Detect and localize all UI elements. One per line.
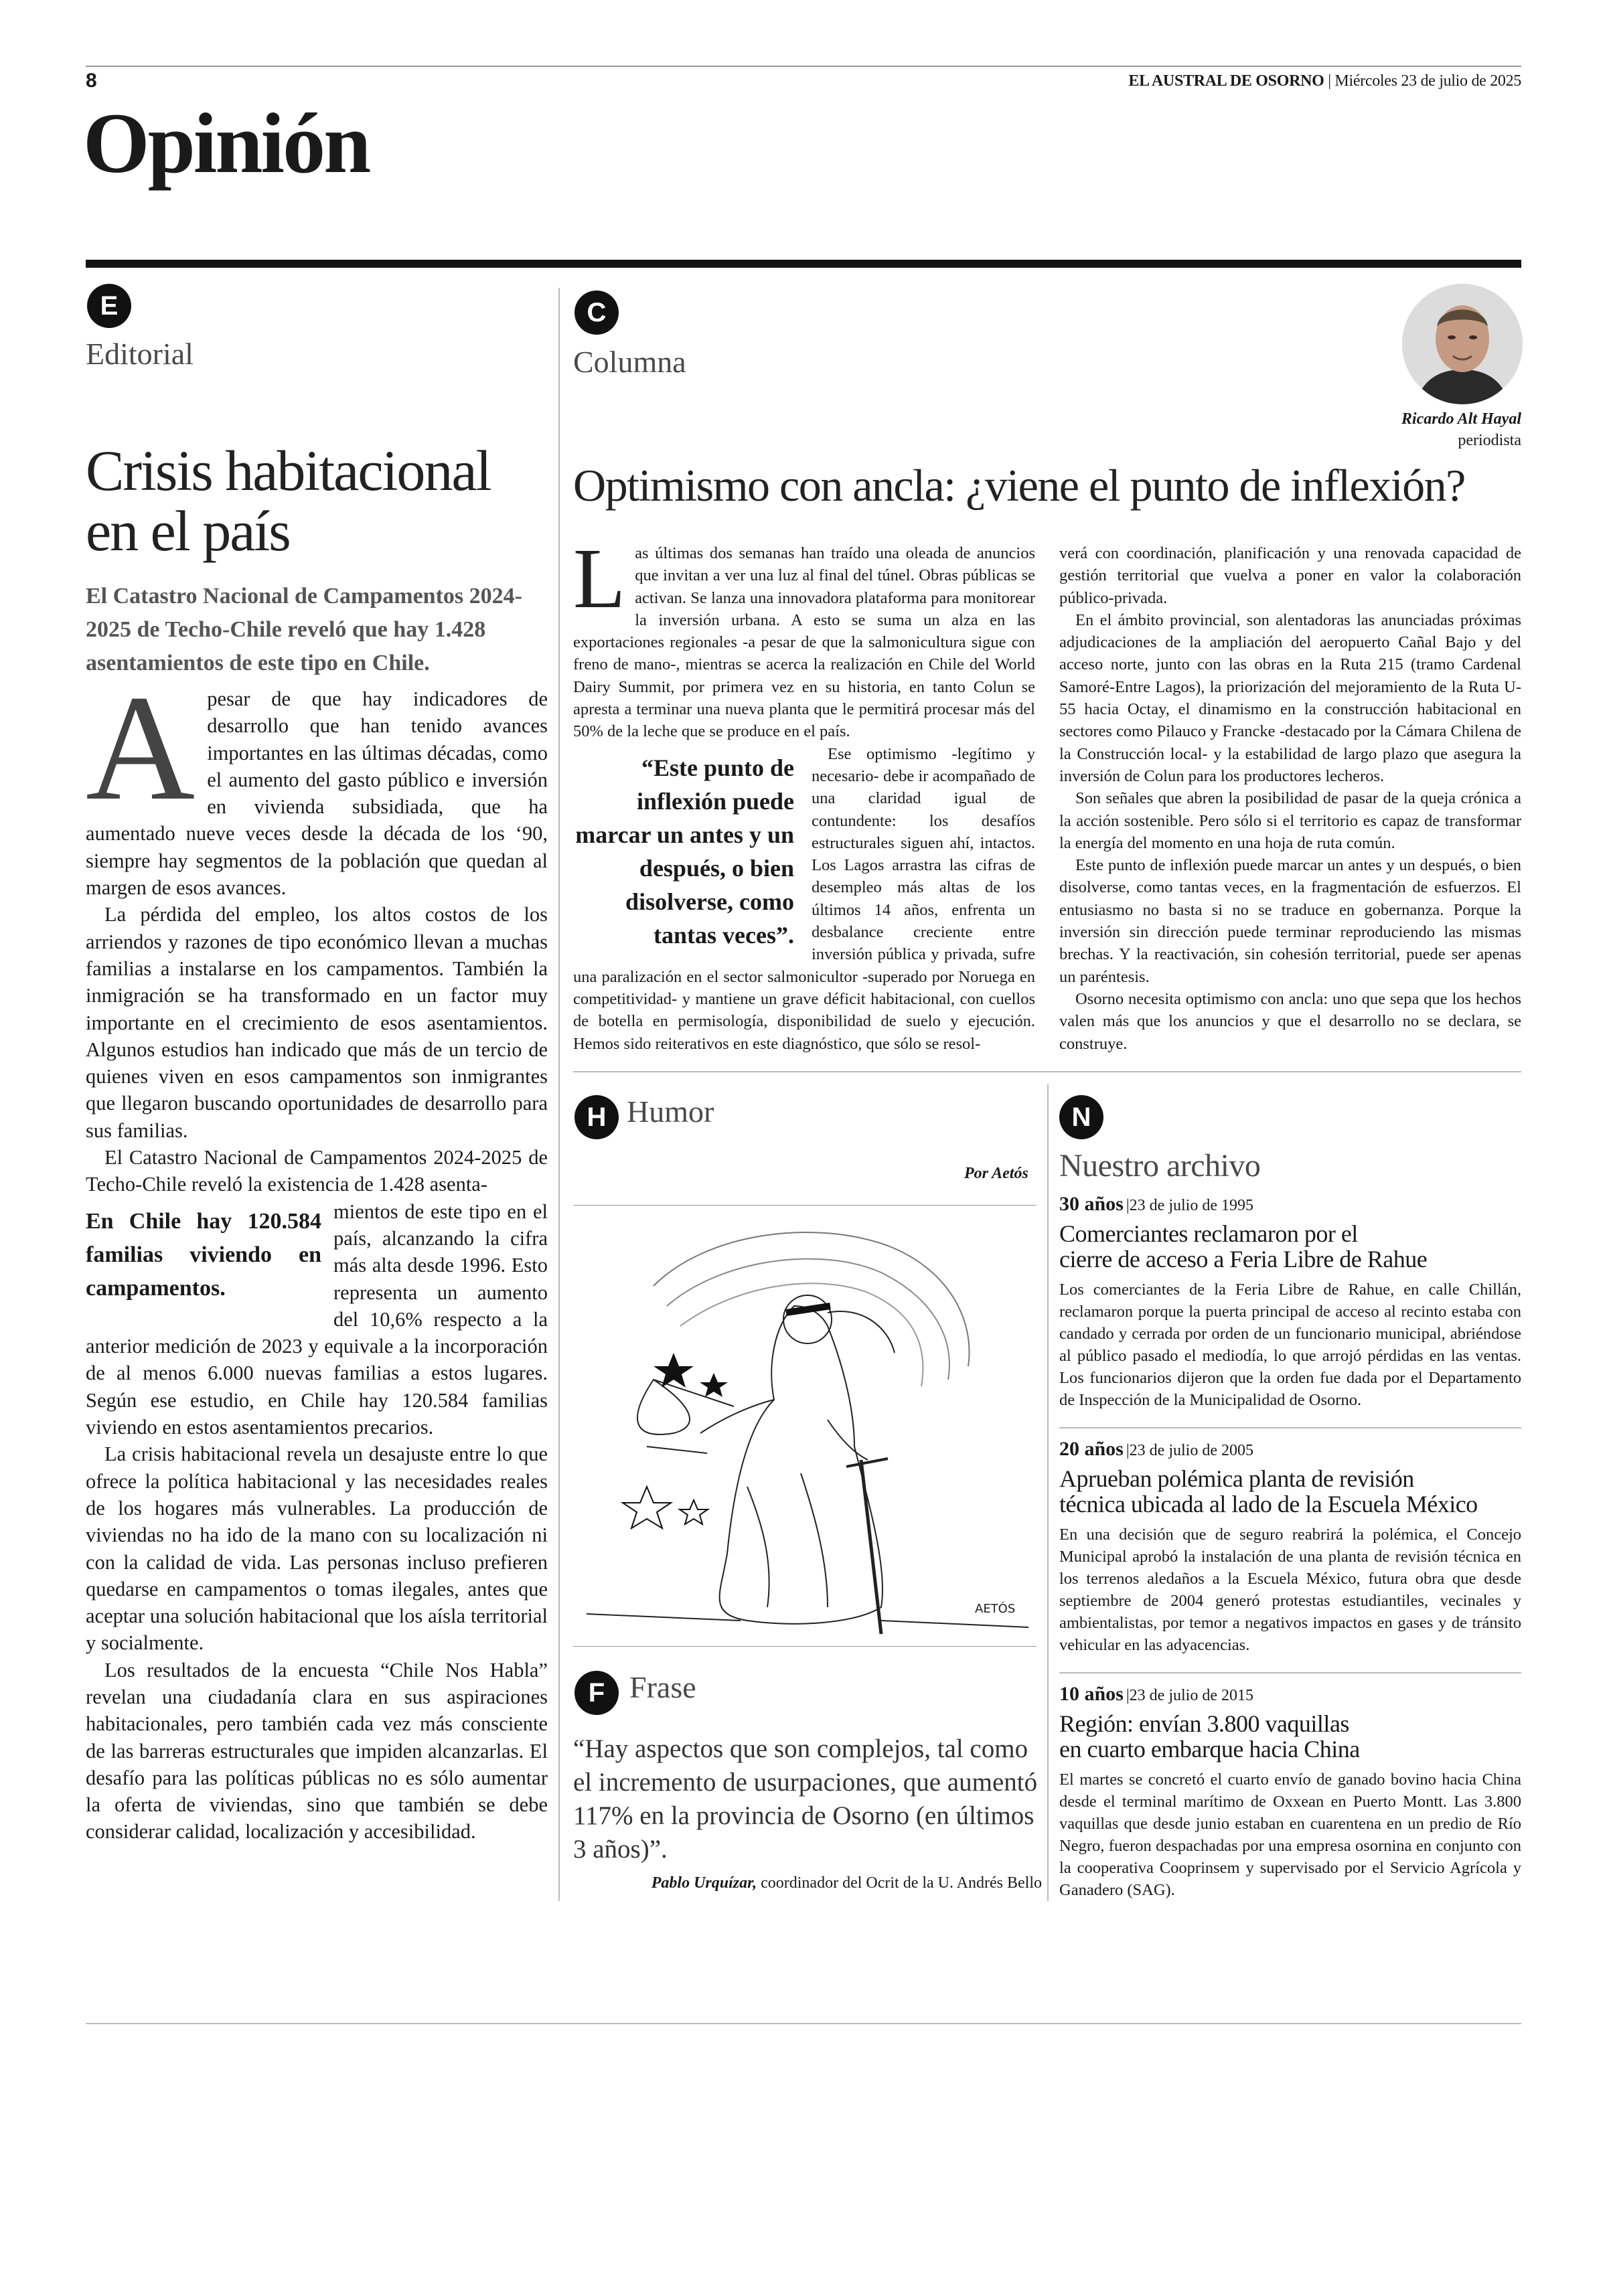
section-title: Opinión [83,96,370,191]
column-divider-lower [1047,1084,1049,1901]
editorial-kicker: Editorial [86,337,194,371]
archivo-title-line: cierre de acceso a Feria Libre de Rahue [1059,1246,1428,1273]
humor-credit: Por Aetós [964,1165,1028,1182]
columna-paragraph [573,743,1035,1055]
archivo-title-line: Comerciantes reclamaron por el [1059,1220,1358,1247]
columna-dropcap: L [573,531,626,626]
columna-badge: C [575,291,619,335]
cartoon-signature: AETÓS [975,1602,1016,1616]
editorial-body [86,664,548,1846]
archivo-date: 23 de julio de 2005 [1129,1442,1253,1459]
newspaper-name: EL AUSTRAL DE OSORNO [1128,72,1324,90]
columna-paragraph: verá con coordinación, planificación y una renovada capacidad de gestión territorial que vuelva a poner en valor la colaboración público-privada. [1059,544,1521,607]
editorial-paragraph [86,664,548,901]
frase-source-role: coordinador del Ocrit de la U. Andrés Bello [757,1874,1042,1892]
archivo-item [1059,1683,1521,1901]
archivo-body: Los comerciantes de la Feria Libre de Rahue, en calle Chillán, reclamaron porque la puerta principal de acceso al recinto estaba con candado y cerrada por orden de un funcionario municipal, abriéndose al público pasado el mediodía, lo que arrojó pérdidas en las ventas. Los funcionarios dijeron que la orden fue dada por el Departamento de Inspección de la Municipalidad de Osorno. [1059,1281,1521,1409]
columna-author-block [1401,408,1521,451]
frase-source-name: Pablo Urquízar, [651,1874,757,1892]
archivo-years: 20 años [1059,1438,1124,1460]
archivo-body: En una decisión que de seguro reabrirá la polémica, el Concejo Municipal aprobó la instalación de una planta de revisión técnica en los terrenos aledaños a la Escuela México, futura obra que desde septiembre de 2004 generó protestas estudiantiles, vecinales y ambientalistas, por temor a negativos impactos en gases y de tránsito vehicular en las adyacencias. [1059,1526,1521,1654]
dateline-separator: | [1328,72,1335,90]
archivo-title [1059,1221,1521,1272]
editorial-headline-line1: Crisis habitacional [86,438,491,503]
columna-pull-quote: “Este punto de inflexión puede marcar un antes y un después, o bien disolverse, como tantas veces”. [575,754,794,949]
columna-headline: Optimismo con ancla: ¿viene el punto de inflexión? [573,460,1465,511]
editorial-paragraph: Los resultados de la encuesta “Chile Nos Habla” revelan una ciudadanía clara en sus aspiraciones habitacionales, pero también cada vez más consciente de las barreras estructurales que impiden alcanzarlas. El desafío para las políticas públicas no es sólo aumentar la oferta de viviendas, sino que también se debe considerar calidad, localización y accesibilidad. [86,1658,548,1843]
columna-text-col2 [1059,542,1521,1055]
archivo-divider [1059,1427,1521,1428]
archivo-item [1059,1193,1521,1411]
columna-paragraph: En el ámbito provincial, son alentadoras las anunciadas próximas adjudicaciones de la ampliación del aeropuerto Cañal Bajo y del acceso norte, junto con las obras en la Ruta 215 (tramo Cardenal Samoré-Entre Lagos), la priorización del mejoramiento de la Ruta U-55 hacia Octay, el dinamismo en la construcción habitacional en sectores como Pilauco y Francke -destacado por la Cámara Chilena de la Construcción local- y la estabilidad de largo plazo que asegura la inversión de Colun para los productores lecheros. [1059,610,1521,785]
section-rule [86,260,1521,268]
archivo-title [1059,1711,1521,1762]
author-portrait-icon [1402,284,1523,404]
archivo-date: 23 de julio de 1995 [1129,1197,1253,1214]
archivo-date: 23 de julio de 2015 [1129,1687,1253,1704]
bottom-rule [86,2023,1521,2024]
humor-cartoon [573,1205,1037,1647]
columna-paragraph: Osorno necesita optimismo con ancla: uno que sepa que los hechos valen más que los anuncios y que el desarrollo no se declara, se construye. [1059,989,1521,1053]
editorial-headline [86,440,541,561]
editorial-p1: pesar de que hay indicadores de desarrollo que han tenido avances importantes en las últimas décadas, como el aumento del gasto público e inversión en vivienda subsidiada, que ha aumentado nueve veces desde la década de los ‘90, siempre hay segmentos de la población que quedan al margen de esos avances. [86,687,548,900]
issue-date: Miércoles 23 de julio de 2025 [1334,72,1521,90]
archivo-date-sep: | [1126,1687,1130,1704]
row-divider [573,1071,1521,1072]
archivo-title [1059,1466,1521,1517]
frase-badge: F [575,1671,619,1715]
columna-paragraph: Son señales que abren la posibilidad de pasar de la queja crónica a la acción sostenible. Pero sólo si el territorio es capaz de transformar la energía del momento en una hoja de ruta común. [1059,789,1521,852]
columna-paragraph [573,531,1035,743]
humor-badge: H [575,1095,619,1139]
columna-kicker: Columna [573,345,686,379]
archivo-years: 30 años [1059,1193,1124,1215]
editorial-badge: E [87,284,131,328]
columna-author: Ricardo Alt Hayal [1401,410,1521,428]
frase-source [573,1874,1042,1892]
frase-quote: “Hay aspectos que son complejos, tal como el incremento de usurpaciones, que aumentó 117% en la provincia de Osorno (en últimos 3 años)”. [573,1734,1038,1864]
newspaper-dateline [1128,72,1521,90]
editorial-paragraph [86,1198,548,1441]
columna-a2: Ese optimismo -legítimo y necesario- debe ir acompañado de una claridad igual de contundente: los desafíos estructurales siguen ahí, intactos. Los Lagos arrastra las cifras de desempleo más altas de los últimos 14 años, enfrenta un desbalance creciente entre inversión pública y privada, sufre una paralización en el sector salmonicultor -superado por Noruega en competitividad- y mantiene un grave déficit habitacional, con cuellos de botella en permisología, disponibilidad de suelo y ejecución. Hemos sido reiterativos en este diagnóstico, que sólo se resol- [573,744,1035,1053]
archivo-label: Nuestro archivo [1059,1148,1261,1183]
frase-label: Frase [629,1670,696,1704]
archivo-body: El martes se concretó el cuarto envío de ganado bovino hacia China desde el terminal marítimo de Oxxean en Puerto Montt. Las 3.800 vaquillas que desde junio estaban en cuarentena en un predio de Río Negro, fueron despachadas por una empresa osornina en conjunto con la cooperativa Cooprinsem y supervisado por el Servicio Agrícola y Ganadero (SAG). [1059,1771,1521,1899]
column-divider [558,288,560,1901]
archivo-date-sep: | [1126,1197,1130,1214]
editorial-paragraph: La pérdida del empleo, los altos costos de los arriendos y razones de tipo económico llevan a muchas familias a instalarse en los campamentos. También la inmigración se ha transformado en un factor muy importante en el crecimiento de esos asentamientos. Algunos estudios han indicado que más de un tercio de quienes viven en esos campamentos son inmigrantes que llegaron buscando oportunidades de desarrollo para sus familias. [86,903,548,1142]
columna-author-role: periodista [1458,432,1521,449]
columna-paragraph: Este punto de inflexión puede marcar un antes y un después, o bien disolverse, como tantas veces, en la fragmentación de esfuerzos. El entusiasmo no basta si no se traduce en gobernanza. Porque la inversión sin dirección puede terminar reproduciendo las mismas brechas. Y la reactivación, sin cohesión territorial, puede ser apenas un paréntesis. [1059,856,1521,986]
author-photo [1402,284,1523,404]
editorial-deck: El Catastro Nacional de Campamentos 2024-2025 de Techo-Chile reveló que hay 1.428 asentamientos de este tipo en Chile. [86,584,522,675]
columna-a1: as últimas dos semanas han traído una oleada de anuncios que invitan a ver una luz al final del túnel. Obras públicas se activan. Se lanza una innovadora plataforma para monitorear la inversión urbana. A esto se suma un alza en las exportaciones regionales -a pesar de que la salmonicultura sigue con freno de mano-, mientras se acerca la realización en Chile del World Dairy Summit, por primera vez en su historia, en tanto Colun se apresta a terminar una nueva planta que le permitirá procesar más del 50% de la leche que se produce en el país. [573,544,1035,741]
editorial-p3b: mientos de este tipo en el país, alcanzando la cifra más alta desde 1996. Esto representa un aumento del 10,6% respecto a la anterior medición de 2023 y equivale a la incorporación de al menos 6.000 nuevas familias a estos lugares. Según ese estudio, en Chile hay 120.584 familias viviendo en estos asentamientos precarios. [86,1200,548,1439]
archivo-item [1059,1438,1521,1656]
page-number: 8 [86,70,97,92]
archivo-title-line: en cuarto embarque hacia China [1059,1736,1360,1762]
archivo-title-line: Aprueban polémica planta de revisión [1059,1465,1414,1492]
top-rule [86,66,1521,67]
archivo-title-line: técnica ubicada al lado de la Escuela México [1059,1491,1478,1518]
editorial-headline-line2: en el país [86,499,290,563]
archivo-years: 10 años [1059,1683,1124,1705]
editorial-paragraph: La crisis habitacional revela un desajuste entre lo que ofrece la política habitacional y las necesidades reales de los hogares más vulnerables. La producción de viviendas no ha ido de la mano con su localización ni con la calidad de vida. Las personas incluso prefieren quedarse en campamentos o tomas ilegales, antes que aceptar una solución habitacional que los aísla territorial y socialmente. [86,1443,548,1655]
editorial-dropcap: A [86,664,196,831]
archivo-date-sep: | [1126,1442,1130,1459]
archivo-badge: N [1059,1095,1103,1139]
editorial-pull-quote: En Chile hay 120.584 familias viviendo en campamentos. [86,1208,321,1301]
columna-text-col1 [573,531,1035,1055]
humor-label: Humor [627,1094,714,1129]
lady-justice-cartoon-icon [573,1206,1037,1647]
archivo-title-line: Región: envían 3.800 vaquillas [1059,1710,1349,1737]
archivo-divider [1059,1672,1521,1673]
editorial-paragraph: El Catastro Nacional de Campamentos 2024-2025 de Techo-Chile reveló la existencia de 1.428 asenta- [86,1146,548,1196]
